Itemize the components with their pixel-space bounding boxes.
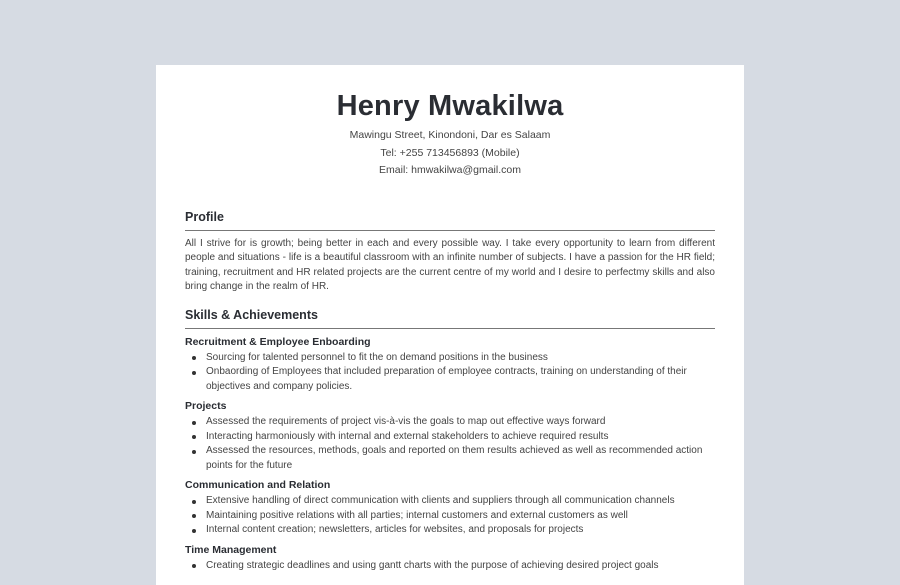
skill-list (185, 415, 715, 473)
skill-list (185, 494, 715, 538)
resume-page (156, 65, 744, 585)
skills-section (185, 308, 715, 574)
profile-section (185, 210, 715, 295)
skill-list (185, 559, 715, 574)
phone-line: Tel: +255 713456893 (Mobile) (380, 146, 520, 159)
skill-group-heading: Communication and Relation (185, 479, 331, 491)
skill-item: Assessed the resources, methods, goals and reported on them results achieved as well as recommended action points for the future (206, 444, 715, 473)
skill-group-time-management (185, 544, 715, 574)
candidate-name: Henry Mwakilwa (336, 90, 564, 122)
skill-item: Sourcing for talented personnel to fit the on demand positions in the business (206, 351, 715, 366)
skill-item: Extensive handling of direct communication with clients and suppliers through all communication channels (206, 494, 715, 509)
skill-item: Internal content creation; newsletters, articles for websites, and proposals for projects (206, 523, 715, 538)
profile-title: Profile (185, 210, 715, 231)
skill-item: Onbaording of Employees that included preparation of employee contracts, training on understanding of their objectives and company policies. (206, 365, 715, 394)
skill-item: Assessed the requirements of project vis-à-vis the goals to map out effective ways forward (206, 415, 715, 430)
skill-group-communication (185, 479, 715, 538)
skill-group-recruitment (185, 336, 715, 395)
skills-title: Skills & Achievements (185, 308, 715, 329)
resume-header (185, 65, 715, 180)
skill-item: Maintaining positive relations with all parties; internal customers and external customers as well (206, 509, 715, 524)
skill-group-heading: Recruitment & Employee Enboarding (185, 335, 371, 348)
skill-group-heading: Projects (185, 400, 227, 412)
skill-item: Interacting harmoniously with internal and external stakeholders to achieve required results (206, 430, 715, 445)
skill-item: Creating strategic deadlines and using gantt charts with the purpose of achieving desired project goals (206, 559, 715, 574)
skill-group-projects (185, 400, 715, 473)
email-line: Email: hmwakilwa@gmail.com (379, 164, 521, 176)
skill-group-heading: Time Management (185, 543, 277, 556)
skill-list (185, 351, 715, 395)
profile-text: All I strive for is growth; being better in each and every possible way. I take every opportunity to learn from different people and situations - life is a beautiful classroom with an infinite number of subjects. I have a passion for the HR field; training, recruitment and HR related projects are the current centre of my world and I desire to perfectmy skills and also bring change in the realm of HR. (185, 237, 715, 292)
address-line: Mawingu Street, Kinondoni, Dar es Salaam (349, 129, 551, 141)
